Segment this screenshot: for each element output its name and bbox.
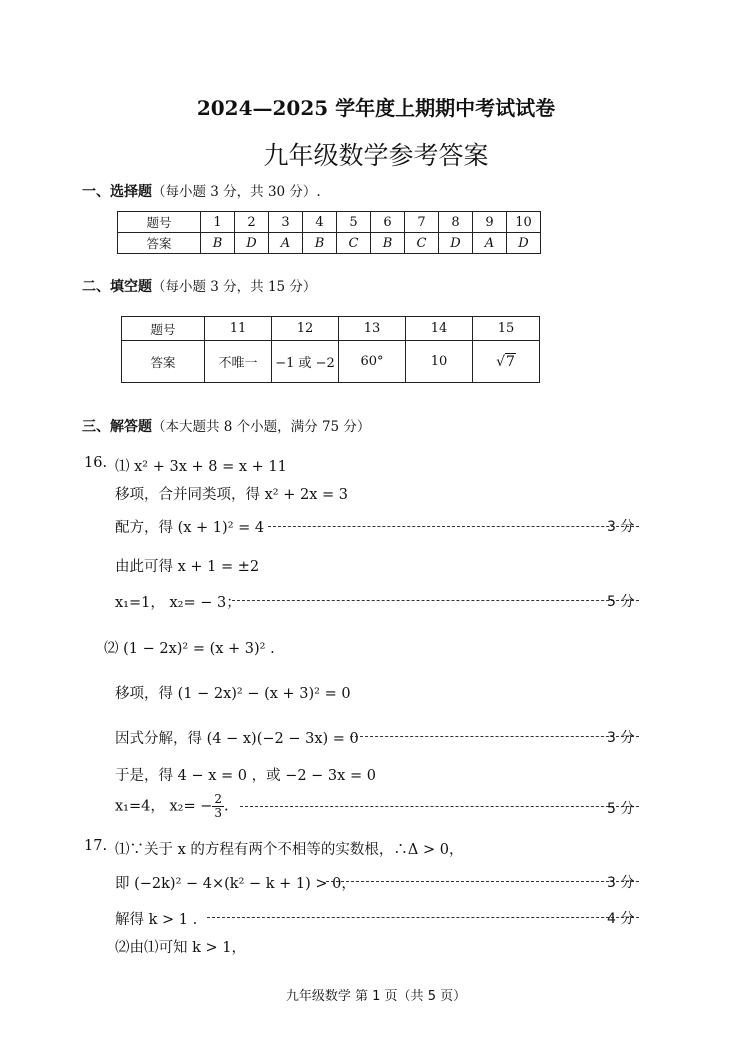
denominator: 3: [214, 806, 223, 820]
header-cell: 题号: [122, 317, 205, 341]
table-row: [122, 317, 540, 341]
score-mark: 5 分: [607, 801, 635, 817]
answer-cell: A: [473, 233, 507, 254]
number-cell: 10: [507, 212, 541, 233]
number-cell: 7: [405, 212, 439, 233]
number-cell: 1: [201, 212, 235, 233]
section-note: （本大题共 8 个小题，满分 75 分）: [152, 419, 371, 435]
header-cell: 题号: [118, 212, 201, 233]
table-row: [118, 212, 541, 233]
score-leader: [240, 806, 639, 807]
answer-cell: 10: [406, 341, 473, 383]
exam-title: 2024—2025 学年度上期期中考试试卷: [196, 96, 556, 120]
score-leader: [232, 600, 639, 601]
answer-cell: A: [269, 233, 303, 254]
section-heading: [82, 275, 316, 296]
score-mark: 4 分: [607, 911, 635, 927]
sqrt-expression: √7: [496, 354, 515, 370]
solution-line: 配方，得 (x + 1)² = 4: [115, 520, 265, 536]
number-cell: 8: [439, 212, 473, 233]
solution-line: 因式分解，得 (4 − x)(−2 − 3x) = 0: [115, 731, 359, 747]
table-row: [118, 233, 541, 254]
question-number: 17.: [84, 838, 108, 854]
number-cell: 11: [205, 317, 272, 341]
section-label: 一、选择题: [82, 184, 152, 200]
section-label: 三、解答题: [82, 419, 152, 435]
section-label: 二、填空题: [82, 279, 152, 295]
answer-key-title: 九年级数学参考答案: [263, 141, 489, 170]
solution-line: 即 (−2k)² − 4×(k² − k + 1) > 0，: [115, 876, 356, 892]
number-cell: 3: [269, 212, 303, 233]
number-cell: 9: [473, 212, 507, 233]
solution-line: 于是，得 4 − x = 0 ，或 −2 − 3x = 0: [115, 768, 376, 784]
answer-cell: 60°: [339, 341, 406, 383]
answer-cell: D: [507, 233, 541, 254]
number-cell: 2: [235, 212, 269, 233]
score-leader: [350, 736, 639, 737]
answer-cell: B: [201, 233, 235, 254]
question-number: 16.: [84, 455, 108, 471]
solution-line: ⑵由⑴可知 k > 1，: [115, 940, 246, 956]
answer-cell: C: [405, 233, 439, 254]
fill-answer-table: [121, 316, 540, 383]
score-leader: [207, 917, 639, 918]
radicand: 7: [506, 354, 515, 370]
solution-line: 由此可得 x + 1 = ±2: [115, 559, 260, 575]
score-leader: [268, 526, 639, 527]
root-values: x₁=4， x₂= −: [115, 798, 213, 815]
number-cell: 14: [406, 317, 473, 341]
answer-cell: D: [235, 233, 269, 254]
numerator: 2: [214, 792, 223, 806]
choice-answer-table: [117, 211, 541, 254]
number-cell: 4: [303, 212, 337, 233]
score-mark: 3 分: [607, 519, 635, 535]
solution-line: ⑴∵关于 x 的方程有两个不相等的实数根，∴Δ > 0，: [115, 842, 464, 858]
score-mark: 3 分: [607, 730, 635, 746]
answer-cell: D: [439, 233, 473, 254]
fraction: [212, 793, 224, 820]
answer-cell: 不唯一: [205, 341, 272, 383]
number-cell: 12: [272, 317, 339, 341]
number-cell: 13: [339, 317, 406, 341]
solution-line: 移项，得 (1 − 2x)² − (x + 3)² = 0: [115, 686, 351, 702]
section-note: （每小题 3 分，共 15 分）: [152, 279, 317, 295]
score-mark: 5 分: [607, 594, 635, 610]
answer-cell: B: [303, 233, 337, 254]
equation-line: ⑴ x² + 3x + 8 = x + 11: [115, 459, 287, 475]
header-cell: 答案: [118, 233, 201, 254]
section-heading: [82, 415, 370, 436]
solution-line: [115, 793, 229, 820]
number-cell: 15: [473, 317, 540, 341]
answer-cell: C: [337, 233, 371, 254]
number-cell: 5: [337, 212, 371, 233]
score-mark: 3 分: [607, 875, 635, 891]
answer-cell: [473, 341, 540, 383]
equation-line: ⑵ (1 − 2x)² = (x + 3)² .: [104, 641, 275, 657]
answer-cell: B: [371, 233, 405, 254]
answer-cell: −1 或 −2: [272, 341, 339, 383]
number-cell: 6: [371, 212, 405, 233]
section-heading: [82, 180, 321, 201]
table-row: [122, 341, 540, 383]
score-leader: [326, 881, 639, 882]
period: .: [224, 798, 229, 815]
solution-line: x₁=1， x₂= − 3；: [115, 595, 241, 611]
solution-line: 解得 k > 1 .: [115, 912, 198, 928]
page-footer: 九年级数学 第 1 页（共 5 页）: [285, 989, 467, 1004]
header-cell: 答案: [122, 341, 205, 383]
section-note: （每小题 3 分，共 30 分）.: [152, 184, 321, 200]
solution-line: 移项，合并同类项，得 x² + 2x = 3: [115, 487, 348, 503]
